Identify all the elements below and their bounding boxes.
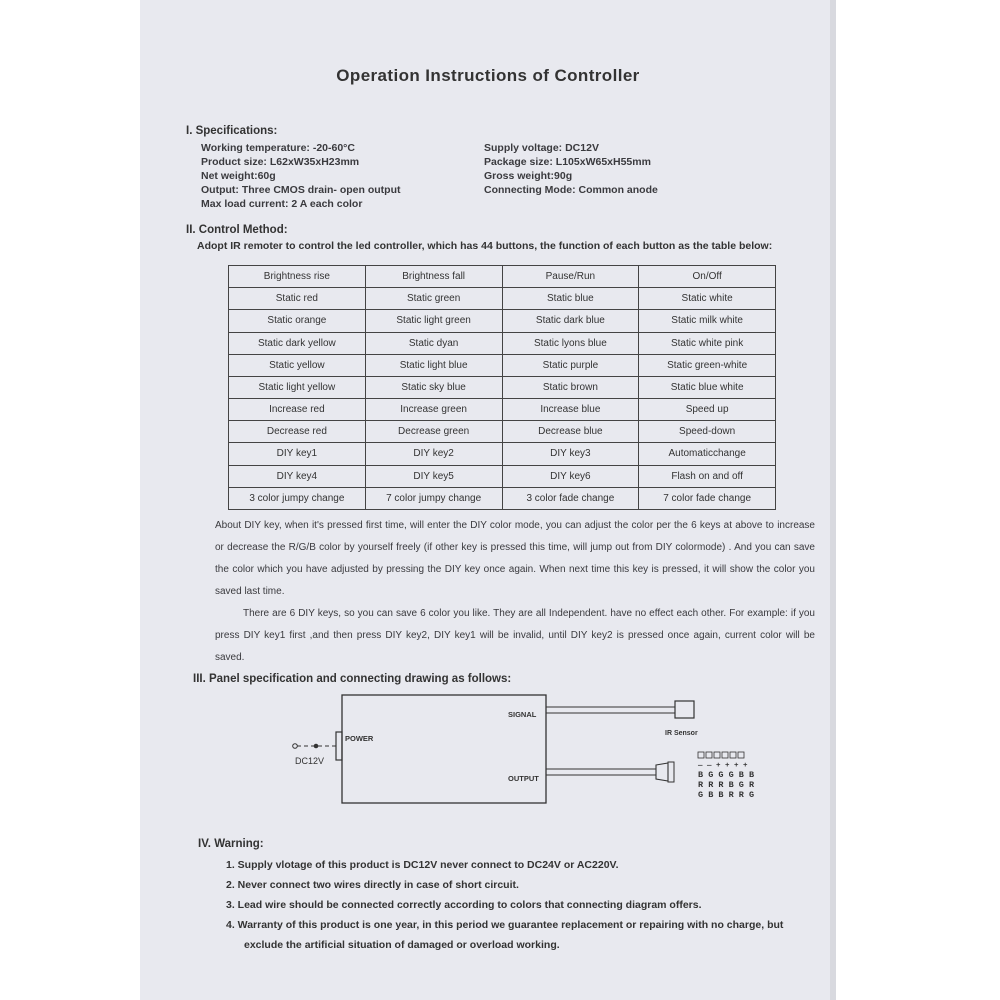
table-cell: Static light blue [365,354,502,376]
warning-item-1: 1. Supply vlotage of this product is DC12V never connect to DC24V or AC220V. [226,859,619,871]
spec-gross-weight: Gross weight:90g [484,170,573,182]
table-row [229,399,776,421]
dc-positive-pin [314,744,319,749]
diy-explanation [215,515,815,669]
table-cell: Static white pink [639,332,776,354]
table-cell: DIY key6 [502,465,639,487]
sheet-edge-shadow [830,0,836,1000]
table-cell: Brightness fall [365,266,502,288]
table-row [229,443,776,465]
ir-sensor-icon [675,701,694,718]
power-jack [336,732,342,760]
spec-working-temperature: Working temperature: -20-60°C [201,142,355,154]
table-row [229,310,776,332]
table-cell: Static dyan [365,332,502,354]
output-label: OUTPUT [508,774,539,783]
table-cell: Static lyons blue [502,332,639,354]
signal-label: SIGNAL [508,710,537,719]
specifications-heading: I. Specifications: [186,125,278,137]
table-cell: Automaticchange [639,443,776,465]
table-row [229,465,776,487]
diy-paragraph-2: There are 6 DIY keys, so you can save 6 color you like. They are all Independent. have no effect each other. For example: if you press DIY key1 first ,and then press DIY key2, DIY key1 will be invalid, until DIY key2 is pressed once again, current color will be saved. [215,608,815,663]
spec-product-size: Product size: L62xW35xH23mm [201,156,360,168]
table-cell: Static dark blue [502,310,639,332]
warning-item-3: 3. Lead wire should be connected correctly according to colors that connecting diagram offers. [226,899,702,911]
table-cell: Static light green [365,310,502,332]
table-cell: Static brown [502,376,639,398]
table-cell: Static white [639,288,776,310]
table-cell: Static purple [502,354,639,376]
table-row [229,354,776,376]
table-cell: DIY key1 [229,443,366,465]
pin-color-row-1: B G G G B B [698,770,755,780]
table-cell: On/Off [639,266,776,288]
ir-sensor-label: IR Sensor [665,730,698,737]
table-cell: Decrease green [365,421,502,443]
table-cell: Static sky blue [365,376,502,398]
table-cell: Speed-down [639,421,776,443]
button-function-table [228,265,776,510]
pin-color-row-2: R R R B G R [698,780,755,790]
table-cell: Static blue white [639,376,776,398]
warning-item-4-continued: exclude the artificial situation of damaged or overload working. [244,939,560,951]
table-cell: Speed up [639,399,776,421]
control-method-heading: II. Control Method: [186,224,288,236]
table-cell: Static yellow [229,354,366,376]
warning-list [226,855,783,955]
spec-net-weight: Net weight:60g [201,170,276,182]
table-cell: Static red [229,288,366,310]
table-cell: 3 color jumpy change [229,487,366,509]
spec-connecting-mode: Connecting Mode: Common anode [484,184,658,196]
table-cell: Static orange [229,310,366,332]
table-row [229,421,776,443]
control-intro: Adopt IR remoter to control the led controller, which has 44 buttons, the function of each button as the table below: [197,240,773,252]
table-row [229,266,776,288]
table-cell: Increase green [365,399,502,421]
page-title: Operation Instructions of Controller [336,66,640,85]
dc-negative-pin [293,744,298,749]
table-row [229,487,776,509]
table-cell: DIY key4 [229,465,366,487]
table-cell: Static milk white [639,310,776,332]
spec-output: Output: Three CMOS drain- open output [201,184,401,196]
table-cell: Static light yellow [229,376,366,398]
table-cell: Static dark yellow [229,332,366,354]
table-row [229,288,776,310]
table-cell: Static green [365,288,502,310]
table-cell: 7 color fade change [639,487,776,509]
power-label: POWER [345,734,374,743]
pin-color-row-3: G B B R R G [698,790,755,800]
table-cell: Pause/Run [502,266,639,288]
table-cell: Increase blue [502,399,639,421]
table-cell: Brightness rise [229,266,366,288]
specs-left-column [201,141,400,211]
table-cell: Static blue [502,288,639,310]
output-connector-icon [656,763,668,781]
table-row [229,332,776,354]
table-cell: Decrease blue [502,421,639,443]
warning-item-4: 4. Warranty of this product is one year, in this period we guarantee replacement or repairing with no charge, but [226,919,784,931]
table-cell: DIY key2 [365,443,502,465]
warning-item-2: 2. Never connect two wires directly in case of short circuit. [226,879,519,891]
table-cell: Increase red [229,399,366,421]
table-cell: Flash on and off [639,465,776,487]
warning-heading: IV. Warning: [198,838,264,850]
diy-paragraph-1: About DIY key, when it's pressed first time, will enter the DIY color mode, you can adjust the color per the 6 keys at above to increase or decrease the R/G/B color by yourself freely (if other key is pressed this time, will jump out from DIY colormode) . And you can save the color which you have adjusted by pressing the DIY key once again. When next time this key is pressed, it will show the color you saved last time. [215,520,815,597]
table-cell: DIY key5 [365,465,502,487]
table-cell: Decrease red [229,421,366,443]
spec-package-size: Package size: L105xW65xH55mm [484,156,651,168]
spec-supply-voltage: Supply voltage: DC12V [484,142,599,154]
table-cell: Static green-white [639,354,776,376]
table-row [229,376,776,398]
table-cell: 3 color fade change [502,487,639,509]
panel-heading: III. Panel specification and connecting drawing as follows: [193,673,512,685]
dc12v-label: DC12V [295,756,325,766]
connecting-diagram [280,692,760,812]
specs-right-column [484,141,658,197]
table-cell: 7 color jumpy change [365,487,502,509]
spec-max-load-current: Max load current: 2 A each color [201,198,363,210]
pin-polarity-row: — — + + + + [698,762,748,770]
table-cell: DIY key3 [502,443,639,465]
